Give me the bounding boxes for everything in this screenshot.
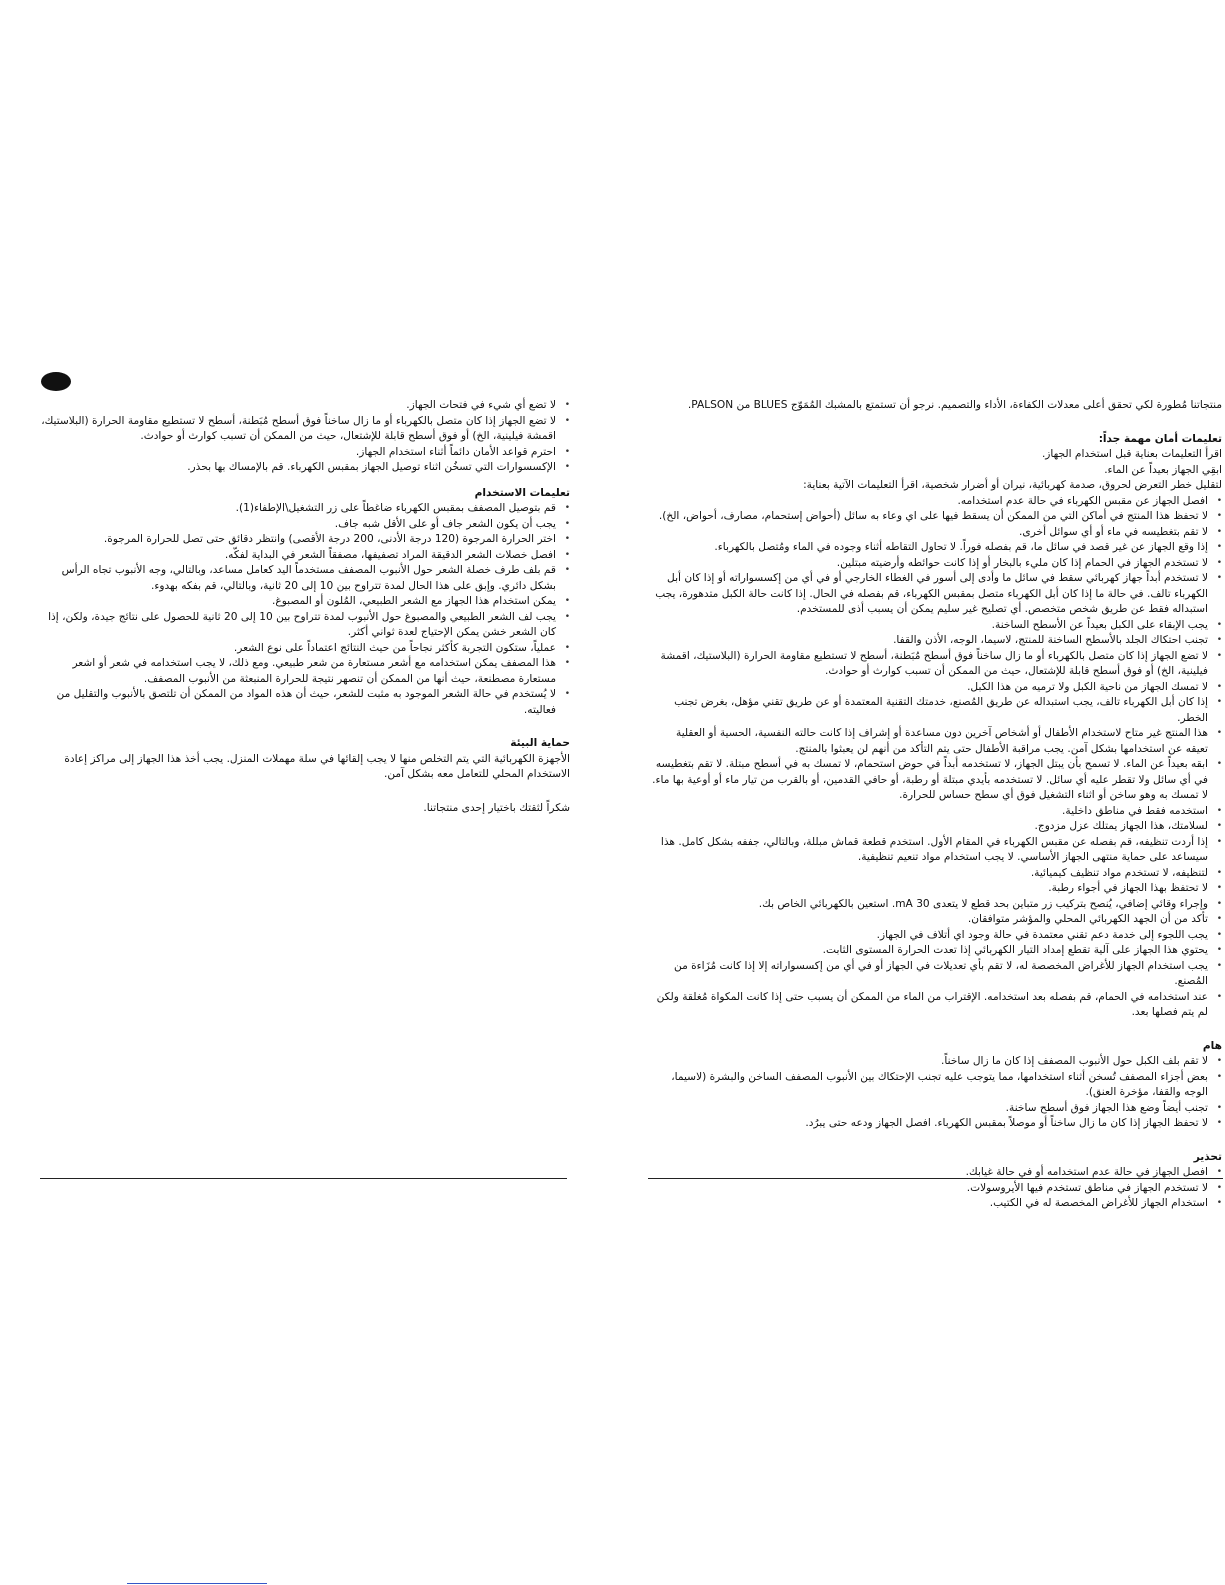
- list-item: • تجنب احتكاك الجلد بالأسطح الساخنة للمنتج، لاسيما، الوجه، الأذن والقفا.: [652, 633, 1208, 649]
- right-page-column: [652, 398, 1222, 1212]
- safety-line: ابقِي الجهاز بعيداً عن الماء.: [1104, 463, 1222, 476]
- list-item: • لا تستخدم أبداً جهاز كهربائي سقط في سائل ما وأدى إلى أسور في الغطاء الخارجي أو في أي من إكسسواراته أو إذا كان أبل الكهرباء تالف. في حالة ما إذا كان أبل الكهرباء متصل بمقبس الكهرباء، قم بفصله في الحال. إذا كانت حالة الكبل متدهورة، يجب استبداله فقط عن طريق شخص متخصص. أي تصليح غير سليم يمكن أن يسبب أذى للمستخدم.: [652, 571, 1208, 618]
- list-item: • لا يُستخدم في حالة الشعر الموجود به مثبت للشعر، حيث أن هذه المواد من الممكن أن تلتصق بالأنبوب والتقليل من فعاليته.: [40, 687, 556, 718]
- list-item: • لا تحفظ الجهاز إذا كان ما زال ساخناً أو موصلاً بمقبس الكهرباء. افصل الجهاز ودعه حتى يبرُد.: [652, 1116, 1208, 1132]
- list-item: • لا تحفظ هذا المنتج في أماكن التي من الممكن أن يسقط فيها على اي وعاء به سائل (أحواض إستحمام، مصارف، أحواض، الخ).: [652, 509, 1208, 525]
- right-page-divider: [648, 1178, 1223, 1179]
- safety-line: اقرأ التعليمات بعناية قبل استخدام الجهاز.: [1041, 448, 1222, 460]
- list-item: • يجب استخدام الجهاز للأغراض المخصصة له، لا تقم بأي تعديلات في الجهاز أو في أي من إكسسواراته إلا إذا كانت مُزَاءة من المُصنع.: [652, 959, 1208, 990]
- list-item: • استخدام الجهاز للأغراض المخصصة له في الكتيب.: [652, 1196, 1208, 1212]
- list-item: • افصل الجهاز عن مقبس الكهرباء في حالة عدم استخدامه.: [652, 494, 1208, 510]
- list-item: • عند استخدامه في الحمام، قم بفصله بعد استخدامه. الإقتراب من الماء من الممكن أن يسبب حتى إذا كانت المكواة مُغلقة ولكن لم يتم فصلها بعد.: [652, 990, 1208, 1021]
- list-item: • لا تقم بتغطيسه في ماء أو أي سوائل أخرى.: [652, 525, 1208, 541]
- list-item: • تجنب أيضاً وضع هذا الجهاز فوق أسطح ساخنة.: [652, 1101, 1208, 1117]
- list-item: • لا تضع الجهاز إذا كان متصل بالكهرباء أو ما زال ساخناً فوق أسطح مُبَطنة، أسطح لا تستطيع مقاومة الحرارة (البلاستيك، اقمشة فيلينية، الخ) أو فوق أسطح قابلة للإشتعال، حيث من الممكن أن تسبب كوارث أو حوادث.: [652, 649, 1208, 680]
- list-item: • لا تقم بلف الكبل حول الأنبوب المصفف إذا كان ما زال ساخناً.: [652, 1054, 1208, 1070]
- list-item: • وإجراء وقائي إضافي، يُنصح بتركيب زر متباين بحد قطع لا يتعدى 30 mA. استعين بالكهربائي الخاص بك.: [652, 897, 1208, 913]
- precautions-list-continued: [40, 398, 570, 476]
- environment-text: الأجهزة الكهربائية التي يتم التخلص منها لا يجب إلقائها في سلة مهملات المنزل. يجب أخذ هذا الجهاز إلى مراكز إعادة الاستخدام المحلي للتعامل معه بشكل آمن.: [64, 752, 570, 780]
- important-heading: هام: [1202, 1039, 1222, 1052]
- list-item: • بعض أجزاء المصفف تُسخن أثناء استخدامها، مما يتوجب عليه تجنب الإحتكاك بين الأنبوب المصفف الساخن والبشرة (لاسيما، الوجه والقفا، مؤخرة العنق).: [652, 1070, 1208, 1101]
- list-item: • لسلامتك، هذا الجهاز يمتلك عزل مزدوج.: [652, 819, 1208, 835]
- environment-heading: حماية البيئة: [510, 737, 570, 749]
- list-item: • اختر الحرارة المرجوة (120 درجة الأدنى، 200 درجة الأقصى) وانتظر دقائق حتى تصل للحرارة المرجوة.: [40, 532, 556, 548]
- left-page-column: [40, 398, 570, 816]
- list-item: • يجب الإبقاء على الكبل بعيداً عن الأسطح الساخنة.: [652, 618, 1208, 634]
- safety-line: لتقليل خطر التعرض لحروق، صدمة كهربائية، نيران أو أضرار شخصية، اقرأ التعليمات الآتية بعناية:: [803, 479, 1222, 491]
- warning-list: [652, 1165, 1222, 1212]
- list-item: • لا تضع الجهاز إذا كان متصل بالكهرباء أو ما زال ساخناً فوق أسطح مُبَطنة، أسطح لا تستطيع مقاومة الحرارة (البلاستيك، اقمشة فيلينية، الخ) أو فوق أسطح قابلة للإشتعال، حيث من الممكن أن تسبب كوارث أو حوادث.: [40, 414, 556, 445]
- list-item: • استخدمه فقط في مناطق داخلية.: [652, 804, 1208, 820]
- thanks-text: شكراً لثقتك باختيار إحدى منتجاتنا.: [423, 801, 570, 814]
- list-item: • هذا المنتج غير متاح لاستخدام الأطفال أو أشخاص آخرين دون مساعدة أو إشراف إذا كانت حالته النفسية، الحسية أو العقلية تعيقه عن استخدامها بشكل آمن. يجب مراقبة الأطفال حتى يتم التأكد من أنهم لن يعبثوا بالمنتج.: [652, 726, 1208, 757]
- list-item: • إذا كان أبل الكهرباء تالف، يجب استبداله عن طريق المُصنع، خدمتك التقنية المعتمدة أو عن طريق تقني مؤهل، بغرض تجنب الخطر.: [652, 695, 1208, 726]
- warning-heading: تحذير: [1193, 1150, 1222, 1163]
- list-item: • ابقه بعيداً عن الماء. لا تسمح بأن يبتل الجهاز، لا تستخدمه أبداً في حوض استحمام، لا تمسك به في أسطح مبتلة. لا تقم بتغطيسه في أي سائل ولا تقطر عليه أي سائل. لا تستخدمه بأيدي مبتلة أو رطبة، أو حافي القدمين، أو بالقرب من تيار ماء أو أوعية بها ماء. لا تمسك به وهو ساخن أو اثناء التشغيل فوق أي سطح حساس للحرارة.: [652, 757, 1208, 804]
- list-item: • عملياً، ستكون التجربة كأكثر نجاحاً من حيث النتائج اعتماداً على نوع الشعر.: [40, 641, 556, 657]
- list-item: • لا تستخدم الجهاز في مناطق تستخدم فيها الأيروسولات.: [652, 1181, 1208, 1197]
- list-item: • لا تمسك الجهاز من ناحية الكبل ولا ترميه من هذا الكبل.: [652, 680, 1208, 696]
- important-list: [652, 1054, 1222, 1132]
- list-item: • تأكد من أن الجهد الكهربائي المحلي والمؤشر متوافقان.: [652, 912, 1208, 928]
- list-item: • يمكن استخدام هذا الجهاز مع الشعر الطبيعي، المُلون أو المصبوغ.: [40, 594, 556, 610]
- left-page-divider: [40, 1178, 567, 1179]
- usage-list: [40, 501, 570, 718]
- safety-list: [652, 494, 1222, 1021]
- list-item: • يحتوي هذا الجهاز على آلية تقطع إمداد التيار الكهربائي إذا تعدت الحرارة المستوى الثابت.: [652, 943, 1208, 959]
- list-item: • لا تحتفظ بهذا الجهاز في أجواء رطبة.: [652, 881, 1208, 897]
- list-item: • افصل الجهاز في حالة عدم استخدامه أو في حالة غيابك.: [652, 1165, 1208, 1181]
- list-item: • إذا أردت تنظيفه، قم بفصله عن مقبس الكهرباء في المقام الأول. استخدم قطعة قماش مبللة، وبالتالي، جففه بشكل كامل. هذا سيساعد على حماية منتهى الجهاز الأساسي. لا يجب استخدام مواد تنعيم تنظيفية.: [652, 835, 1208, 866]
- list-item: • إذا وقع الجهاز عن غير قصد في سائل ما، قم بفصله فوراً. لا تحاول التقاطه أثناء وجوده في الماء ومُتصل بالكهرباء.: [652, 540, 1208, 556]
- list-item: • افصل خصلات الشعر الدقيقة المراد تصفيفها، مصفقاً الشعر في البداية لفكّه.: [40, 548, 556, 564]
- list-item: • هذا المصفف يمكن استخدامه مع أشعر مستعارة من شعر طبيعي. ومع ذلك، لا يجب استخدامه في شعر أو اشعر مستعارة مصطنعة، حيث أنها من الممكن أن تنصهر نتيجة للحرارة المنبعثة من الأنبوب المصفف.: [40, 656, 556, 687]
- list-item: • يجب لف الشعر الطبيعي والمصبوغ حول الأنبوب لمدة تتراوح بين 10 إلى 20 ثانية للحصول على نتائج جيدة، ولكن، إذا كان الشعر خشن يمكن الإحتياج لعدة ثواني أكثر.: [40, 610, 556, 641]
- list-item: • قم بلف طرف خصلة الشعر حول الأنبوب المصفف مستخدماً اليد كعامل مساعد، وبالتالي، وجه الأنبوب تجاه الرأس بشكل دائري. وإبق على هذا الحال لمدة تتراوح بين 10 إلى 20 ثانية، وبالتالي، قم بفكه بهدوء.: [40, 563, 556, 594]
- list-item: • يجب أن يكون الشعر جاف أو على الأقل شبه جاف.: [40, 517, 556, 533]
- bottom-link-underline: [127, 1583, 267, 1584]
- list-item: • لتنظيفه، لا تستخدم مواد تنظيف كيميائية.: [652, 866, 1208, 882]
- usage-heading: تعليمات الاستخدام: [474, 486, 570, 499]
- intro-text: منتجاتنا مُطورة لكي تحقق أعلى معدلات الكفاءة، الأداء والتصميم. نرجو أن تستمتع بالمشبك المُمَوّج BLUES من PALSON.: [687, 399, 1222, 411]
- list-item: • لا تضع أي شيء في فتحات الجهاز.: [40, 398, 556, 414]
- list-item: • الإكسسوارات التي تسخُن اثناء توصيل الجهاز بمقبس الكهرباء. قم بالإمساك بها بحذر.: [40, 460, 556, 476]
- language-badge: [41, 372, 71, 391]
- list-item: • قم بتوصيل المصفف بمقبس الكهرباء ضاغطاً على زر التشغيل\الإطفاء(1).: [40, 501, 556, 517]
- list-item: • يجب اللجوء إلى خدمة دعم تقني معتمدة في حالة وجود اي أتلاف في الجهاز.: [652, 928, 1208, 944]
- safety-heading: تعليمات أمان مهمة جداً:: [1098, 432, 1222, 445]
- list-item: • لا تستخدم الجهاز في الحمام إذا كان مليء بالبخار أو إذا كانت حوائطه وأرضيته مبتلين.: [652, 556, 1208, 572]
- list-item: • احترم قواعد الأمان دائماً أثناء استخدام الجهاز.: [40, 445, 556, 461]
